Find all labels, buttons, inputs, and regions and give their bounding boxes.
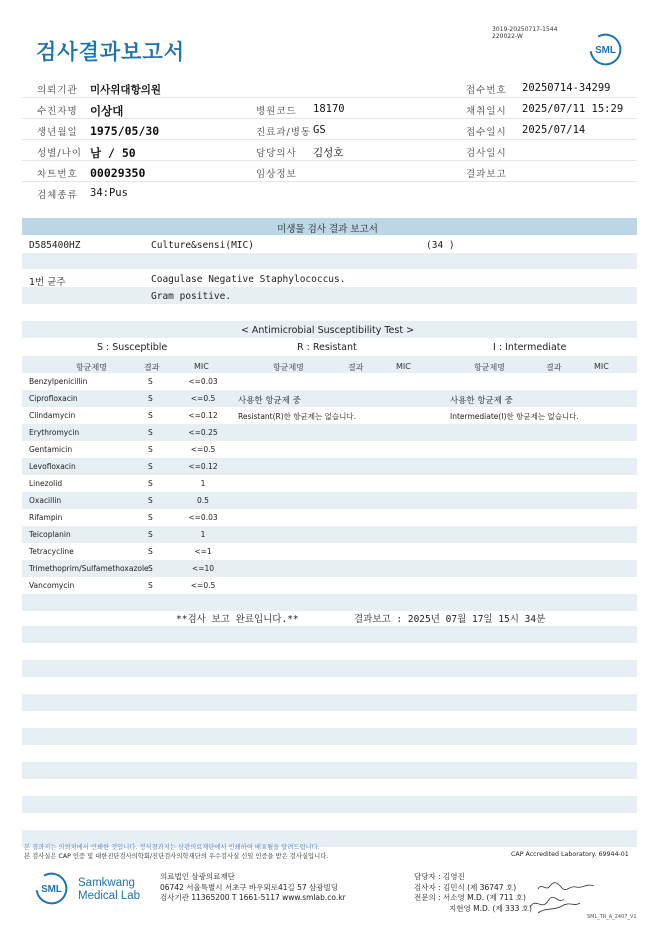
- band-row: [22, 458, 637, 475]
- samkwang-logo-text: SML: [41, 884, 62, 896]
- antibiotic-mic: <=0.5: [190, 394, 216, 403]
- completion-text: **검사 보고 완료입니다.**: [176, 614, 299, 625]
- antibiotic-mic: <=0.03: [188, 513, 218, 522]
- sml-logo-text: SML: [595, 45, 616, 57]
- gram-stain: Gram positive.: [151, 291, 232, 302]
- antibiotic-name: Ciprofloxacin: [29, 394, 78, 403]
- receipt-no-value: 20250714-34299: [522, 82, 611, 94]
- antibiotic-mic: <=0.5: [190, 581, 216, 590]
- antibiotic-mic: <=0.12: [188, 411, 218, 420]
- antibiotic-mic: <=1: [194, 547, 212, 556]
- antibiotic-result: S: [148, 394, 153, 403]
- antibiotic-name: Clindamycin: [29, 411, 76, 420]
- antibiotic-result: S: [148, 581, 153, 590]
- lab-address-line1: 의료법인 삼광의료재단: [160, 872, 235, 881]
- legend-intermediate: I : Intermediate: [493, 342, 567, 353]
- receipt-no-label: 접수번호: [466, 85, 507, 96]
- samkwang-logo: [35, 872, 68, 905]
- birth-value: 1975/05/30: [90, 124, 160, 138]
- band-row: [22, 694, 637, 711]
- staff-specialist-1: 전문의 : 서소영 M.D. (제 711 호): [414, 893, 526, 902]
- report-time: 결과보고 : 2025년 07월 17일 15시 34분: [354, 614, 546, 625]
- antibiotic-result: S: [148, 547, 153, 556]
- footer-note-print: 본 결과지는 의뢰처에서 인쇄한 것입니다. 정식결과지는 삼광의료재단에서 인쇄하여 배포될을 알려드립니다.: [24, 844, 320, 851]
- brand-name: [78, 877, 140, 903]
- antibiotic-name: Benzylpenicillin: [29, 377, 88, 386]
- header-row-1: [22, 78, 637, 98]
- antibiotic-result: S: [148, 462, 153, 471]
- antibiotic-mic: 0.5: [197, 496, 209, 505]
- antibiotic-result: S: [148, 377, 153, 386]
- band-row: [22, 660, 637, 677]
- band-row: [22, 253, 637, 269]
- patient-label: 수진자명: [37, 106, 78, 117]
- document-code-line1: 3019-20250717-1544: [492, 26, 558, 33]
- band-row: [22, 762, 637, 779]
- col-result-i: 결과: [546, 363, 562, 372]
- dept-label: 진료과/병동: [256, 127, 312, 138]
- organism-name: Coagulase Negative Staphylococcus.: [151, 274, 346, 285]
- organism-label: 1번 균주: [29, 277, 66, 288]
- legend-resistant: R : Resistant: [297, 342, 357, 353]
- receipt-date-label: 접수일시: [466, 127, 507, 138]
- col-antibiotic-i: 항균제명: [474, 363, 505, 372]
- sml-logo: [589, 33, 622, 66]
- band-row: [22, 492, 637, 509]
- brand-name-line1: Samkwang: [78, 877, 135, 889]
- band-row: [22, 356, 637, 373]
- doctor-label: 담당의사: [256, 148, 297, 159]
- staff-info: [414, 872, 532, 914]
- antibiotic-name: Tetracycline: [29, 547, 74, 556]
- test-code: D585400HZ: [29, 240, 81, 251]
- col-mic-r: MIC: [396, 362, 411, 371]
- band-row: [22, 728, 637, 745]
- col-mic: MIC: [194, 362, 209, 371]
- chart-label: 차트번호: [37, 169, 78, 180]
- antibiotic-mic: 1: [200, 530, 206, 539]
- signature-tester: [536, 880, 596, 894]
- header-row-5: [22, 162, 637, 182]
- header-row-2: [22, 99, 637, 119]
- institution-label: 의뢰기관: [37, 85, 78, 96]
- dept-value: GS: [313, 124, 326, 136]
- brand-name-line2: Medical Lab: [78, 890, 141, 902]
- receipt-date-value: 2025/07/14: [522, 124, 586, 136]
- band-row: [22, 390, 637, 407]
- col-result-r: 결과: [348, 363, 364, 372]
- document-code: [492, 26, 557, 40]
- header-row-6: [22, 183, 637, 203]
- patient-value: 이상대: [90, 104, 124, 118]
- test-date-label: 검사일시: [466, 148, 507, 159]
- band-row: [22, 526, 637, 543]
- antibiotic-name: Oxacillin: [29, 496, 62, 505]
- antibiotic-name: Linezolid: [29, 479, 63, 488]
- band-row: [22, 424, 637, 441]
- staff-tester: 검사자 : 김민식 (제 36747 호): [414, 882, 517, 892]
- signature-specialists: [528, 893, 588, 915]
- legend-susceptible: S : Susceptible: [97, 342, 168, 353]
- intermediate-used-label: 사용한 항균제 중: [450, 396, 513, 406]
- antibiotic-mic: <=0.25: [188, 428, 218, 437]
- collect-label: 채취일시: [466, 106, 507, 117]
- antibiotic-name: Trimethoprim/Sulfamethoxazole: [29, 564, 149, 573]
- cap-accreditation: CAP Accredited Laboratory. 69944-01: [511, 851, 629, 858]
- lab-address: [160, 872, 346, 904]
- specimen-value: 34:Pus: [90, 187, 128, 199]
- header-row-4: [22, 141, 637, 161]
- chart-value: 00029350: [90, 166, 146, 180]
- intermediate-note: Intermediate(I)한 항균제는 없습니다.: [450, 412, 579, 421]
- hospital-code-label: 병원코드: [256, 106, 297, 117]
- antibiotic-name: Vancomycin: [29, 581, 75, 590]
- resistant-used-label: 사용한 항균제 중: [238, 396, 301, 406]
- antibiotic-result: S: [148, 513, 153, 522]
- col-mic-i: MIC: [594, 362, 609, 371]
- sex-age-label: 성별/나이: [37, 148, 82, 159]
- antibiotic-result: S: [148, 428, 153, 437]
- form-code: SML_TR_A_2407_V1: [587, 914, 637, 920]
- antibiotic-name: Rifampin: [29, 513, 63, 522]
- band-row: [22, 796, 637, 813]
- antibiotic-name: Levofloxacin: [29, 462, 76, 471]
- lab-address-line3: 검사기관 11365200 T 1661-5117 www.smlab.co.kr: [160, 893, 346, 902]
- staff-manager: 담당자 : 김영진: [414, 872, 465, 881]
- antibiotic-mic: <=0.12: [188, 462, 218, 471]
- antibiotic-mic: <=0.03: [188, 377, 218, 386]
- ast-title: < Antimicrobial Susceptibility Test >: [240, 325, 415, 336]
- lab-address-line2: 06742 서울특별시 서초구 바우뫼로41길 57 삼광빌딩: [160, 882, 339, 892]
- report-label: 결과보고: [466, 169, 507, 180]
- antibiotic-result: S: [148, 530, 153, 539]
- antibiotic-mic: <=0.5: [190, 445, 216, 454]
- test-name: Culture&sensi(MIC): [151, 240, 254, 251]
- antibiotic-result: S: [148, 564, 153, 573]
- resistant-note: Resistant(R)한 항균제는 없습니다.: [238, 412, 357, 421]
- antibiotic-name: Gentamicin: [29, 445, 73, 454]
- antibiotic-mic: <=10: [191, 564, 215, 573]
- antibiotic-name: Erythromycin: [29, 428, 80, 437]
- antibiotic-result: S: [148, 496, 153, 505]
- header-row-3: [22, 120, 637, 140]
- band-row: [22, 594, 637, 611]
- antibiotic-result: S: [148, 411, 153, 420]
- section-title: 미생물 검사 결과 보고서: [277, 224, 378, 235]
- doctor-value: 김성호: [313, 147, 344, 159]
- collect-value: 2025/07/11 15:29: [522, 103, 624, 115]
- test-number: (34 ): [426, 240, 455, 251]
- col-antibiotic: 항균제명: [76, 363, 107, 372]
- col-antibiotic-r: 항균제명: [273, 363, 304, 372]
- footer-note-cert: 본 검사실은 CAP 인증 및 대한진단검사의학회/진단검사의학재단의 우수검사실 신임 인증을 받은 검사실입니다.: [24, 853, 329, 860]
- band-row: [22, 287, 637, 304]
- sex-age-value: 남 / 50: [90, 146, 136, 160]
- document-code-line2: 220022-W: [492, 33, 523, 40]
- page-title: 검사결과보고서: [36, 40, 186, 64]
- antibiotic-name: Teicoplanin: [29, 530, 71, 539]
- staff-specialist-2: 지현영 M.D. (제 333 호): [449, 903, 532, 913]
- birth-label: 생년월일: [37, 127, 78, 138]
- antibiotic-result: S: [148, 445, 153, 454]
- antibiotic-result: S: [148, 479, 153, 488]
- clinical-label: 임상정보: [256, 169, 297, 180]
- band-row: [22, 626, 637, 643]
- institution-value: 미사위대항의원: [90, 84, 162, 96]
- hospital-code-value: 18170: [313, 103, 345, 115]
- col-result: 결과: [144, 363, 160, 372]
- specimen-label: 검체종류: [37, 190, 78, 201]
- antibiotic-mic: 1: [200, 479, 206, 488]
